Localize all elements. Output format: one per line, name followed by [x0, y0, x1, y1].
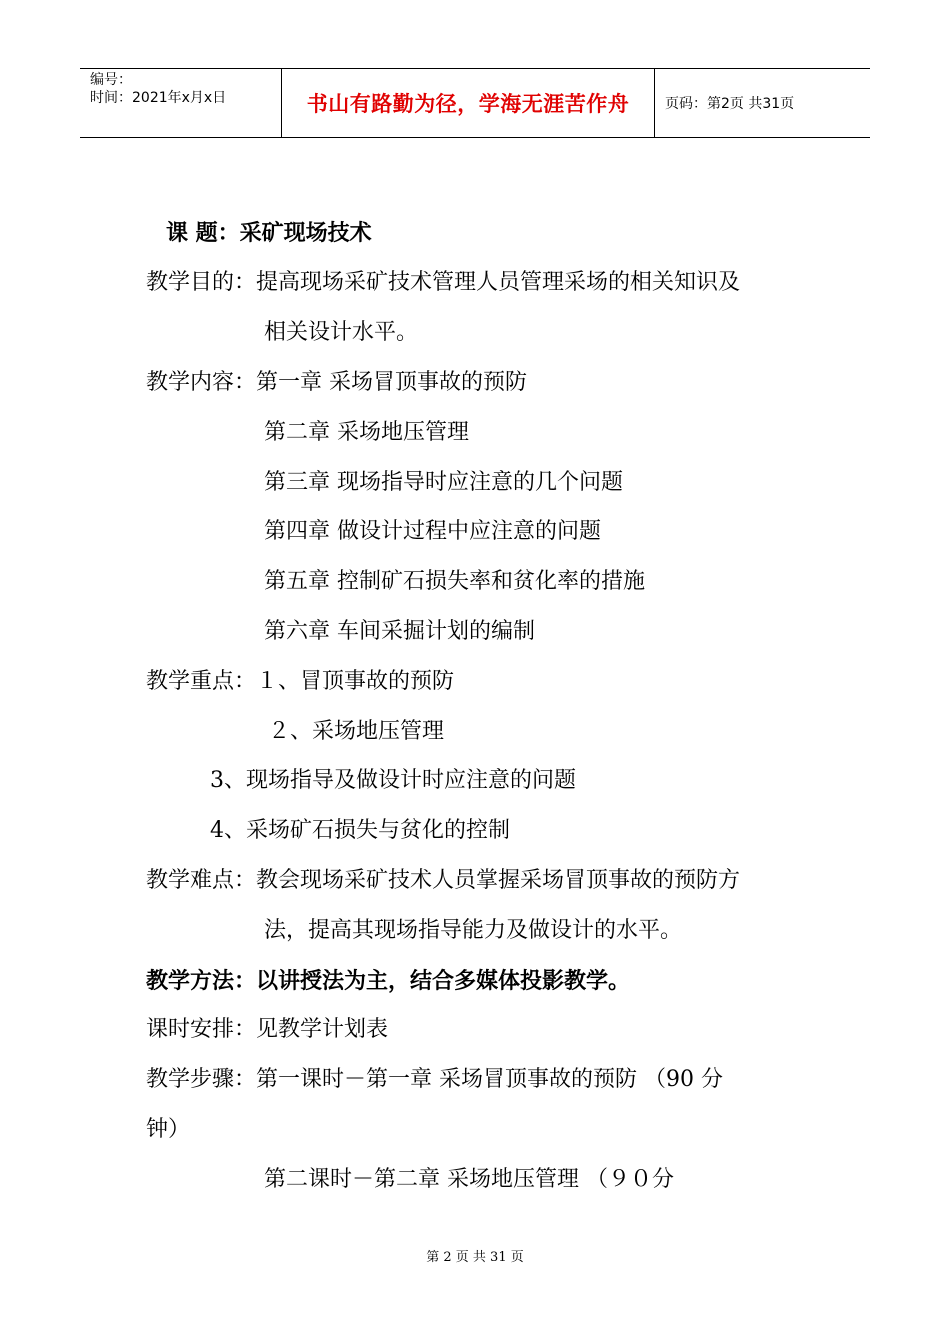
- text-line: 第四章 做设计过程中应注意的问题: [264, 519, 601, 544]
- text-line: 教学方法：以讲授法为主，结合多媒体投影教学。: [146, 968, 631, 994]
- text-line: ２、采场地压管理: [268, 719, 445, 744]
- number-label: 编号：: [90, 72, 132, 88]
- text-line: 相关设计水平。: [264, 320, 419, 345]
- text-line: 教学目的：提高现场采矿技术管理人员管理采场的相关知识及: [146, 270, 741, 295]
- text-line: 第二课时－第二章 采场地压管理 （９０分: [264, 1167, 674, 1192]
- motto-text: 书山有路勤为径，学海无涯苦作舟: [306, 91, 630, 116]
- text-line: 教学重点：１、冒顶事故的预防: [146, 669, 455, 694]
- text-line: 3、现场指导及做设计时应注意的问题: [210, 768, 576, 793]
- header-meta-cell: [80, 69, 282, 137]
- text-line: 教学步骤：第一课时－第一章 采场冒顶事故的预防 （90 分: [146, 1067, 723, 1092]
- page-footer: 第 2 页 共 31 页: [426, 1250, 524, 1265]
- text-line: 第三章 现场指导时应注意的几个问题: [264, 470, 623, 495]
- motto-cell: [282, 69, 655, 137]
- text-line: 课时安排：见教学计划表: [146, 1017, 389, 1042]
- header-table: [80, 68, 870, 138]
- text-line: 第二章 采场地压管理: [264, 420, 469, 445]
- text-line: 法，提高其现场指导能力及做设计的水平。: [264, 918, 683, 943]
- page-number-cell: [655, 69, 870, 137]
- text-line: 教学内容：第一章 采场冒顶事故的预防: [146, 370, 527, 395]
- text-line: 钟）: [146, 1117, 191, 1142]
- text-line: 第六章 车间采掘计划的编制: [264, 619, 535, 644]
- text-line: 教学难点：教会现场采矿技术人员掌握采场冒顶事故的预防方: [146, 868, 741, 893]
- lesson-title: 课 题：采矿现场技术: [166, 220, 372, 246]
- time-label: 时间：2021年x月x日: [90, 90, 227, 106]
- text-line: 4、采场矿石损失与贫化的控制: [210, 818, 510, 843]
- text-line: 第五章 控制矿石损失率和贫化率的措施: [264, 569, 645, 594]
- page-number-label: 页码：第2页 共31页: [665, 96, 795, 112]
